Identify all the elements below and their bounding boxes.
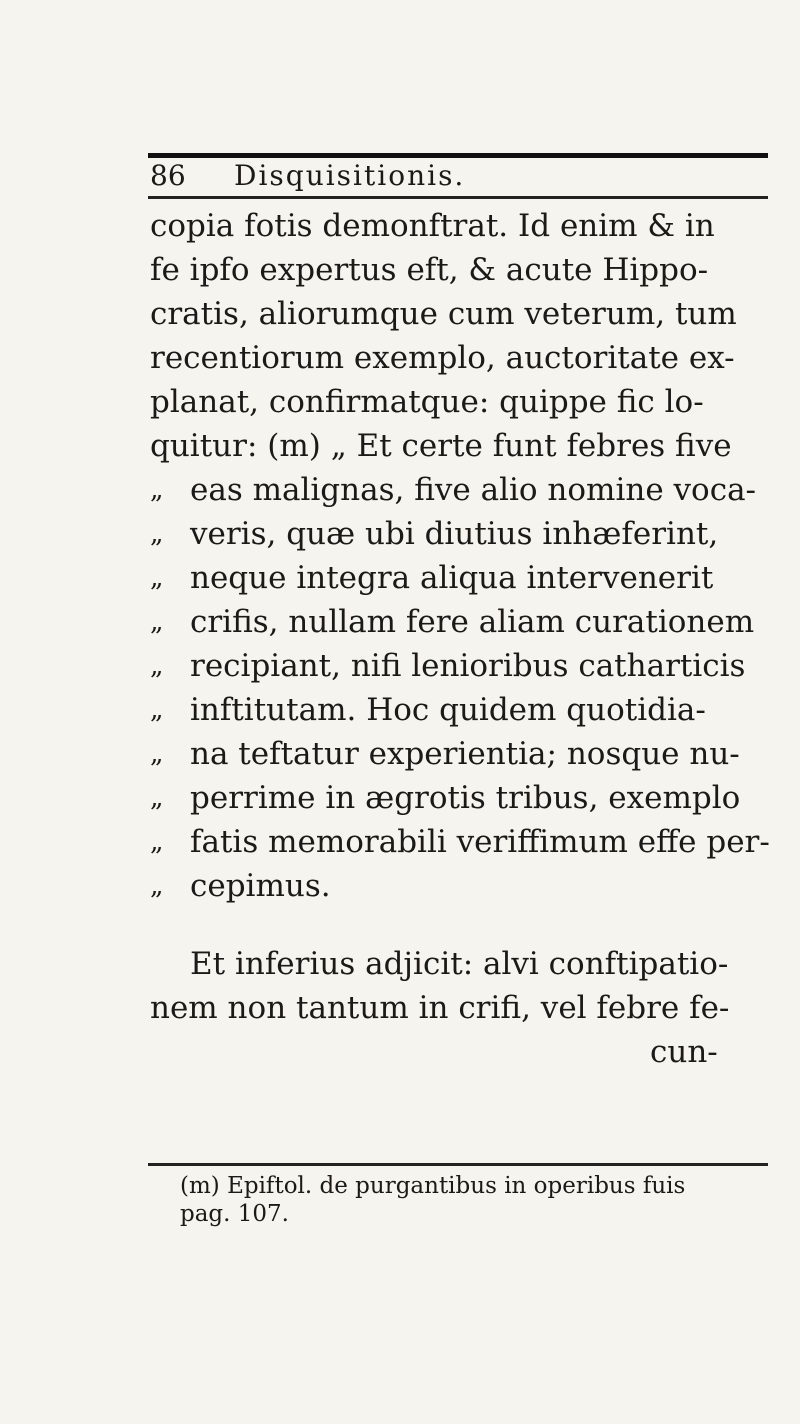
footnote-text: (m) Epiftol. de purgantibus in operibus fuis bbox=[180, 1173, 686, 1199]
quoted-line bbox=[150, 732, 780, 776]
line-text: fe ipfo expertus eft, & acute Hippo- bbox=[150, 252, 709, 288]
text-line bbox=[110, 942, 780, 986]
text-line bbox=[110, 424, 780, 468]
line-text: quitur: (m) „ Et certe funt febres five bbox=[150, 428, 732, 464]
line-text: nem non tantum in crifi, vel febre fe- bbox=[150, 990, 730, 1026]
quote-mark: „ bbox=[150, 607, 164, 637]
text-line bbox=[110, 204, 780, 248]
footnote-line bbox=[150, 1172, 780, 1200]
line-text: eas malignas, five alio nomine voca- bbox=[190, 472, 757, 508]
header-rule bbox=[148, 196, 768, 199]
catchword-text: cun- bbox=[650, 1034, 718, 1070]
text-line bbox=[110, 292, 780, 336]
quoted-line bbox=[150, 556, 780, 600]
quoted-line bbox=[150, 688, 780, 732]
paragraph-gap bbox=[150, 908, 780, 942]
line-text: cratis, aliorumque cum veterum, tum bbox=[150, 296, 737, 332]
footnote-line bbox=[150, 1200, 780, 1228]
footnote-rule bbox=[148, 1163, 768, 1166]
text-line bbox=[110, 380, 780, 424]
line-text: copia fotis demonftrat. Id enim & in bbox=[150, 208, 715, 244]
quote-mark: „ bbox=[150, 475, 164, 505]
line-text: neque integra aliqua intervenerit bbox=[190, 560, 714, 596]
line-text: veris, quæ ubi diutius inhæferint, bbox=[190, 516, 719, 552]
line-text: fatis memorabili veriffimum effe per- bbox=[190, 824, 770, 860]
quote-mark: „ bbox=[150, 827, 164, 857]
footnote bbox=[150, 1172, 780, 1228]
quoted-line bbox=[150, 600, 780, 644]
quote-mark: „ bbox=[150, 563, 164, 593]
text-line bbox=[110, 248, 780, 292]
quote-mark: „ bbox=[150, 651, 164, 681]
running-head: Disquisitionis. bbox=[234, 159, 466, 192]
line-text: recentiorum exemplo, auctoritate ex- bbox=[150, 340, 735, 376]
quoted-line bbox=[150, 512, 780, 556]
line-text: na teftatur experientia; nosque nu- bbox=[190, 736, 740, 772]
line-text: Et inferius adjicit: alvi conftipatio- bbox=[190, 946, 729, 982]
quote-mark: „ bbox=[150, 783, 164, 813]
quote-mark: „ bbox=[150, 519, 164, 549]
line-text: perrime in ægrotis tribus, exemplo bbox=[190, 780, 741, 816]
quote-mark: „ bbox=[150, 695, 164, 725]
quoted-line bbox=[150, 468, 780, 512]
line-text: crifis, nullam fere aliam curationem bbox=[190, 604, 755, 640]
quote-mark: „ bbox=[150, 871, 164, 901]
text-line bbox=[110, 986, 780, 1030]
line-text: inftitutam. Hoc quidem quotidia- bbox=[190, 692, 706, 728]
body-text bbox=[150, 204, 780, 1074]
text-line bbox=[110, 336, 780, 380]
line-text: cepimus. bbox=[190, 868, 331, 904]
line-text: planat, confirmatque: quippe fic lo- bbox=[150, 384, 704, 420]
quote-mark: „ bbox=[150, 739, 164, 769]
quoted-line bbox=[150, 820, 780, 864]
page-header bbox=[150, 156, 770, 196]
quoted-line bbox=[150, 864, 780, 908]
quoted-line bbox=[150, 776, 780, 820]
catchword bbox=[110, 1030, 780, 1074]
quoted-line bbox=[150, 644, 780, 688]
page-number: 86 bbox=[150, 159, 186, 192]
footnote-text: pag. 107. bbox=[180, 1201, 289, 1227]
line-text: recipiant, nifi lenioribus catharticis bbox=[190, 648, 746, 684]
